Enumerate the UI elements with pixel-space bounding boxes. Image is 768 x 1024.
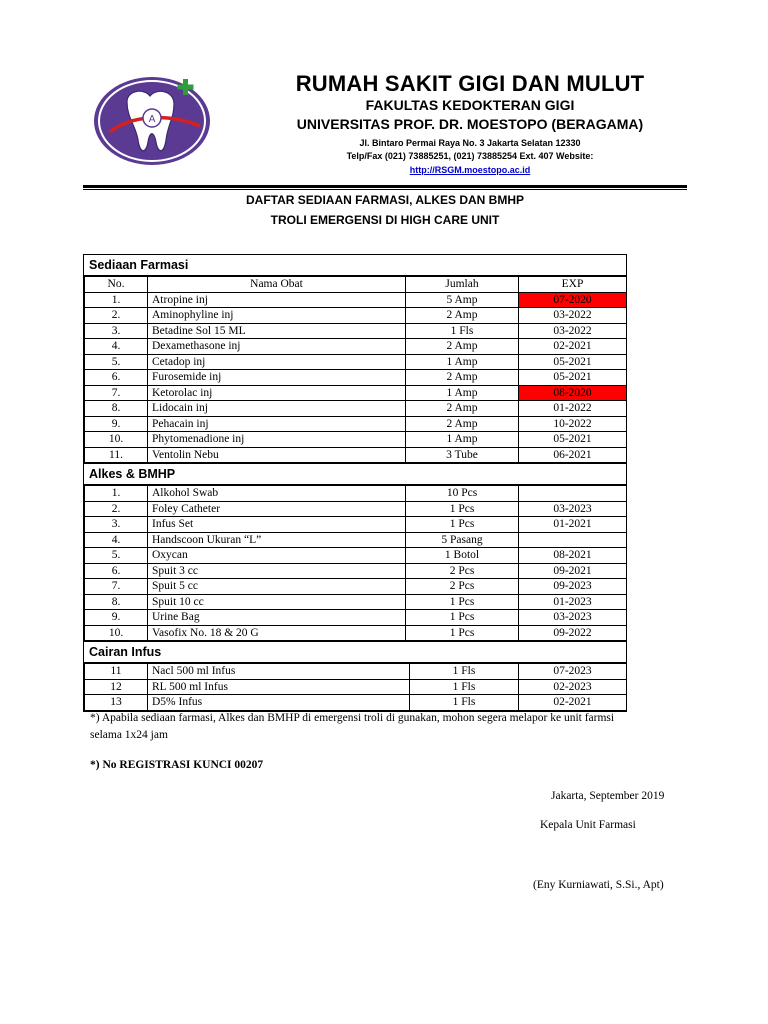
cell-exp: 09-2023 [519, 579, 627, 595]
cell-exp: 09-2021 [519, 563, 627, 579]
cell-qty: 1 Pcs [406, 517, 519, 533]
cairan-row [85, 664, 627, 680]
cell-exp: 08-2021 [519, 548, 627, 564]
cell-qty: 1 Botol [406, 548, 519, 564]
cell-name: Foley Catheter [148, 501, 406, 517]
cairan-row [85, 695, 627, 711]
cell-no: 9. [85, 416, 148, 432]
registration-number: *) No REGISTRASI KUNCI 00207 [90, 759, 264, 771]
cell-name: Dexamethasone inj [148, 339, 406, 355]
cairan-row [85, 679, 627, 695]
alkes-row [85, 594, 627, 610]
alkes-row [85, 486, 627, 502]
cell-qty: 2 Amp [406, 308, 519, 324]
alkes-row [85, 563, 627, 579]
cell-exp: 09-2022 [519, 625, 627, 641]
cell-qty: 2 Pcs [406, 579, 519, 595]
cell-no: 10. [85, 625, 148, 641]
section-title-cairan: Cairan Infus [84, 641, 626, 663]
cell-exp: 06-2021 [519, 447, 627, 463]
cell-exp: 07-2020 [519, 292, 627, 308]
cell-qty: 2 Amp [406, 339, 519, 355]
inventory-table [83, 254, 627, 712]
cell-no: 7. [85, 579, 148, 595]
farmasi-row [85, 385, 627, 401]
cell-qty: 1 Amp [406, 354, 519, 370]
place-date: Jakarta, September 2019 [551, 790, 665, 802]
cell-exp [519, 532, 627, 548]
cell-exp: 07-2023 [519, 664, 627, 680]
cell-exp: 03-2023 [519, 501, 627, 517]
cell-name: Ventolin Nebu [148, 447, 406, 463]
cell-qty: 3 Tube [406, 447, 519, 463]
hospital-logo [92, 74, 216, 168]
hospital-name: RUMAH SAKIT GIGI DAN MULUT [295, 71, 645, 96]
cell-qty: 1 Amp [406, 432, 519, 448]
cell-no: 1. [85, 486, 148, 502]
farmasi-row [85, 339, 627, 355]
cell-qty: 1 Pcs [406, 625, 519, 641]
cell-exp: 02-2021 [519, 339, 627, 355]
alkes-row [85, 625, 627, 641]
cell-name: Cetadop inj [148, 354, 406, 370]
cell-qty: 1 Pcs [406, 594, 519, 610]
cell-exp: 01-2022 [519, 401, 627, 417]
phone-line: Telp/Fax (021) 73885251, (021) 73885254 Ext. 407 Website: [346, 151, 594, 161]
farmasi-row [85, 370, 627, 386]
cell-name: Spuit 10 cc [148, 594, 406, 610]
cell-exp: 01-2021 [519, 517, 627, 533]
cell-qty: 2 Amp [406, 401, 519, 417]
note-line-1: *) Apabila sediaan farmasi, Alkes dan BMHP di emergensi troli di gunakan, mohon segera melapor ke unit farmsi [90, 712, 615, 724]
col-header-name: Nama Obat [148, 277, 406, 293]
cell-exp: 05-2021 [519, 370, 627, 386]
cell-name: RL 500 ml Infus [148, 679, 410, 695]
cell-qty: 2 Pcs [406, 563, 519, 579]
university-name: UNIVERSITAS PROF. DR. MOESTOPO (BERAGAMA) [296, 116, 644, 132]
section-title-farmasi: Sediaan Farmasi [84, 255, 626, 276]
cairan-table [84, 663, 627, 711]
cell-name: Infus Set [148, 517, 406, 533]
address: Jl. Bintaro Permai Raya No. 3 Jakarta Selatan 12330 [359, 138, 581, 148]
faculty-name: FAKULTAS KEDOKTERAN GIGI [365, 97, 575, 113]
alkes-row [85, 579, 627, 595]
cell-qty: 1 Fls [410, 695, 519, 711]
cell-exp: 03-2022 [519, 308, 627, 324]
farmasi-table [84, 276, 627, 463]
signatory-position: Kepala Unit Farmasi [540, 819, 636, 831]
cell-no: 11 [85, 664, 148, 680]
cell-no: 2. [85, 308, 148, 324]
cell-no: 4. [85, 339, 148, 355]
cell-no: 6. [85, 370, 148, 386]
section-title-alkes: Alkes & BMHP [84, 463, 626, 485]
cell-no: 2. [85, 501, 148, 517]
cell-no: 3. [85, 517, 148, 533]
cell-name: Furosemide inj [148, 370, 406, 386]
cell-qty: 10 Pcs [406, 486, 519, 502]
cell-exp: 02-2023 [519, 679, 627, 695]
cell-exp: 05-2021 [519, 354, 627, 370]
alkes-table [84, 485, 627, 641]
alkes-row [85, 501, 627, 517]
cell-name: D5% Infus [148, 695, 410, 711]
farmasi-row [85, 416, 627, 432]
farmasi-row [85, 292, 627, 308]
cell-no: 8. [85, 594, 148, 610]
cell-qty: 5 Pasang [406, 532, 519, 548]
cell-exp: 10-2022 [519, 416, 627, 432]
cell-no: 10. [85, 432, 148, 448]
header-divider-thin [83, 189, 687, 190]
cell-name: Lidocain inj [148, 401, 406, 417]
cell-name: Betadine Sol 15 ML [148, 323, 406, 339]
cell-no: 9. [85, 610, 148, 626]
cell-name: Oxycan [148, 548, 406, 564]
cell-name: Vasofix No. 18 & 20 G [148, 625, 406, 641]
alkes-row [85, 517, 627, 533]
col-header-exp: EXP [519, 277, 627, 293]
cell-no: 1. [85, 292, 148, 308]
note-line-2: selama 1x24 jam [90, 729, 168, 741]
col-header-no: No. [85, 277, 148, 293]
cell-name: Aminophyline inj [148, 308, 406, 324]
cell-exp: 02-2021 [519, 695, 627, 711]
farmasi-row [85, 354, 627, 370]
document-title: DAFTAR SEDIAAN FARMASI, ALKES DAN BMHP [246, 193, 524, 207]
cell-name: Phytomenadione inj [148, 432, 406, 448]
cell-exp: 03-2022 [519, 323, 627, 339]
cell-no: 13 [85, 695, 148, 711]
cell-no: 12 [85, 679, 148, 695]
farmasi-row [85, 323, 627, 339]
cell-qty: 1 Fls [410, 679, 519, 695]
cell-name: Ketorolac inj [148, 385, 406, 401]
cell-name: Pehacain inj [148, 416, 406, 432]
cell-no: 3. [85, 323, 148, 339]
cell-qty: 1 Fls [410, 664, 519, 680]
cell-exp: 05-2021 [519, 432, 627, 448]
cell-no: 8. [85, 401, 148, 417]
cell-exp: 01-2023 [519, 594, 627, 610]
cell-qty: 2 Amp [406, 416, 519, 432]
cell-exp: 03-2023 [519, 610, 627, 626]
alkes-row [85, 548, 627, 564]
cell-no: 7. [85, 385, 148, 401]
col-header-qty: Jumlah [406, 277, 519, 293]
header-divider-thick [83, 185, 687, 188]
alkes-row [85, 532, 627, 548]
farmasi-row [85, 432, 627, 448]
cell-name: Alkohol Swab [148, 486, 406, 502]
cell-name: Atropine inj [148, 292, 406, 308]
cell-no: 5. [85, 354, 148, 370]
alkes-row [85, 610, 627, 626]
cell-exp: 08-2020 [519, 385, 627, 401]
website-link[interactable]: http://RSGM.moestopo.ac.id [409, 165, 531, 175]
cell-no: 11. [85, 447, 148, 463]
cell-name: Spuit 5 cc [148, 579, 406, 595]
signatory-name: (Eny Kurniawati, S.Si., Apt) [533, 879, 664, 891]
cell-no: 5. [85, 548, 148, 564]
cell-qty: 1 Amp [406, 385, 519, 401]
farmasi-row [85, 308, 627, 324]
farmasi-row [85, 447, 627, 463]
cell-name: Nacl 500 ml Infus [148, 664, 410, 680]
svg-text:A: A [148, 114, 156, 125]
farmasi-row [85, 401, 627, 417]
cell-qty: 1 Pcs [406, 610, 519, 626]
cell-no: 4. [85, 532, 148, 548]
cell-no: 6. [85, 563, 148, 579]
table-header-row [85, 277, 627, 293]
cell-qty: 5 Amp [406, 292, 519, 308]
cell-qty: 2 Amp [406, 370, 519, 386]
cell-qty: 1 Fls [406, 323, 519, 339]
cell-exp [519, 486, 627, 502]
document-subtitle: TROLI EMERGENSI DI HIGH CARE UNIT [270, 213, 500, 227]
cell-name: Handscoon Ukuran “L” [148, 532, 406, 548]
cell-qty: 1 Pcs [406, 501, 519, 517]
cell-name: Spuit 3 cc [148, 563, 406, 579]
cell-name: Urine Bag [148, 610, 406, 626]
